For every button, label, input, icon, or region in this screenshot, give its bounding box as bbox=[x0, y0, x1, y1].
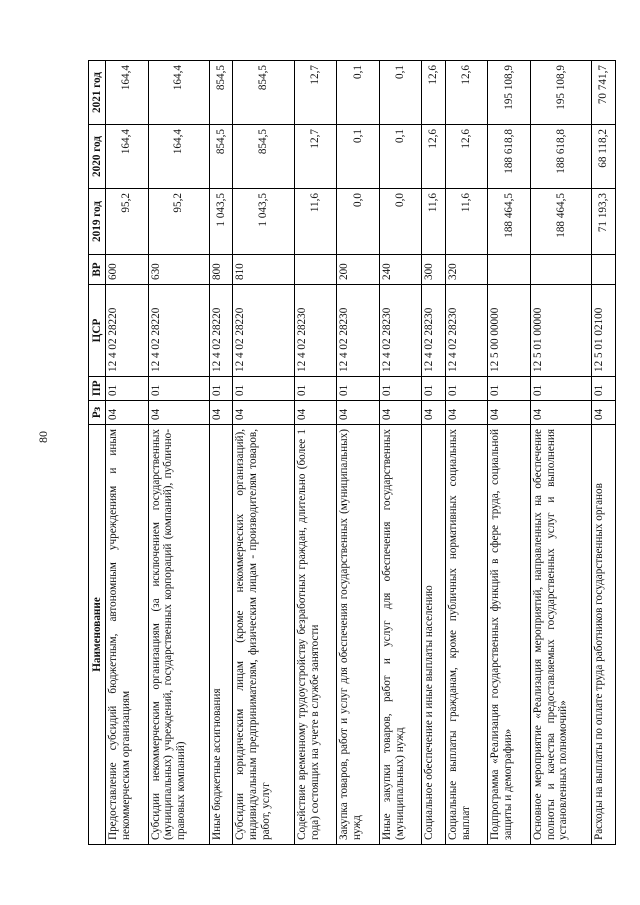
cell-csr: 12 4 02 28220 bbox=[148, 285, 209, 377]
cell-name: Содействие временному трудоустройству безработных граждан, длительно (более 1 года) состоящих на учете в службе занятости bbox=[294, 425, 337, 845]
table-row bbox=[148, 61, 209, 845]
cell-2021: 12,6 bbox=[445, 61, 488, 125]
cell-vr: 320 bbox=[445, 255, 488, 285]
budget-table bbox=[88, 60, 616, 845]
cell-2019: 188 464,5 bbox=[530, 189, 591, 255]
cell-rz: 04 bbox=[209, 401, 233, 425]
cell-2019: 71 193,3 bbox=[592, 189, 616, 255]
cell-2021: 164,4 bbox=[106, 61, 149, 125]
cell-pr: 01 bbox=[530, 377, 591, 401]
header-2019: 2019 год bbox=[89, 189, 106, 255]
cell-name: Предоставление субсидий бюджетным, автономным учреждениям и иным некоммерческим организациям bbox=[106, 425, 149, 845]
cell-2019: 1 043,5 bbox=[233, 189, 294, 255]
table-row bbox=[209, 61, 233, 845]
cell-pr: 01 bbox=[337, 377, 380, 401]
cell-2019: 11,6 bbox=[445, 189, 488, 255]
cell-csr: 12 5 00 00000 bbox=[488, 285, 531, 377]
cell-rz: 04 bbox=[148, 401, 209, 425]
cell-name: Иные бюджетные ассигнования bbox=[209, 425, 233, 845]
cell-2019: 188 464,5 bbox=[488, 189, 531, 255]
cell-2021: 12,7 bbox=[294, 61, 337, 125]
cell-rz: 04 bbox=[488, 401, 531, 425]
table-row bbox=[379, 61, 422, 845]
cell-rz: 04 bbox=[233, 401, 294, 425]
header-vr: ВР bbox=[89, 255, 106, 285]
cell-csr: 12 4 02 28230 bbox=[445, 285, 488, 377]
cell-2021: 70 741,7 bbox=[592, 61, 616, 125]
table-row bbox=[445, 61, 488, 845]
cell-2021: 854,5 bbox=[233, 61, 294, 125]
cell-pr: 01 bbox=[233, 377, 294, 401]
cell-vr: 200 bbox=[337, 255, 380, 285]
table-row bbox=[294, 61, 337, 845]
cell-2021: 164,4 bbox=[148, 61, 209, 125]
cell-name: Социальные выплаты гражданам, кроме публичных нормативных социальных выплат bbox=[445, 425, 488, 845]
header-name: Наименование bbox=[89, 425, 106, 845]
cell-pr: 01 bbox=[209, 377, 233, 401]
cell-name: Расходы на выплаты по оплате труда работников государственных органов bbox=[592, 425, 616, 845]
header-pr: ПР bbox=[89, 377, 106, 401]
table-row bbox=[106, 61, 149, 845]
cell-2021: 195 108,9 bbox=[488, 61, 531, 125]
cell-csr: 12 4 02 28220 bbox=[233, 285, 294, 377]
header-csr: ЦСР bbox=[89, 285, 106, 377]
cell-csr: 12 4 02 28230 bbox=[422, 285, 446, 377]
header-2021: 2021 год bbox=[89, 61, 106, 125]
cell-2019: 95,2 bbox=[148, 189, 209, 255]
cell-rz: 04 bbox=[422, 401, 446, 425]
cell-vr bbox=[488, 255, 531, 285]
cell-rz: 04 bbox=[379, 401, 422, 425]
cell-csr: 12 4 02 28230 bbox=[294, 285, 337, 377]
cell-2019: 95,2 bbox=[106, 189, 149, 255]
cell-name: Социальное обеспечение и иные выплаты населению bbox=[422, 425, 446, 845]
cell-2019: 11,6 bbox=[422, 189, 446, 255]
cell-rz: 04 bbox=[592, 401, 616, 425]
cell-2020: 68 118,2 bbox=[592, 125, 616, 189]
table-row bbox=[592, 61, 616, 845]
cell-2021: 12,6 bbox=[422, 61, 446, 125]
cell-2019: 1 043,5 bbox=[209, 189, 233, 255]
cell-pr: 01 bbox=[445, 377, 488, 401]
table-row bbox=[337, 61, 380, 845]
cell-vr: 300 bbox=[422, 255, 446, 285]
cell-2020: 854,5 bbox=[209, 125, 233, 189]
cell-csr: 12 4 02 28220 bbox=[209, 285, 233, 377]
cell-csr: 12 4 02 28220 bbox=[106, 285, 149, 377]
cell-2021: 0,1 bbox=[379, 61, 422, 125]
cell-pr: 01 bbox=[106, 377, 149, 401]
cell-pr: 01 bbox=[294, 377, 337, 401]
cell-vr bbox=[592, 255, 616, 285]
cell-2020: 854,5 bbox=[233, 125, 294, 189]
cell-rz: 04 bbox=[106, 401, 149, 425]
rotated-table-container bbox=[88, 61, 616, 845]
table-row bbox=[422, 61, 446, 845]
cell-name: Субсидии юридическим лицам (кроме некоммерческих организаций), индивидуальным предпринимателям, физическим лицам - производителям товаров, работ, услуг bbox=[233, 425, 294, 845]
cell-name: Подпрограмма «Реализация государственных функций в сфере труда, социальной защиты и демографии» bbox=[488, 425, 531, 845]
cell-name: Субсидии некоммерческим организациям (за исключением государственных (муниципальных) учреждений, государственных корпораций (компаний), публично-правовых компаний) bbox=[148, 425, 209, 845]
cell-vr: 800 bbox=[209, 255, 233, 285]
cell-2021: 854,5 bbox=[209, 61, 233, 125]
cell-2020: 188 618,8 bbox=[488, 125, 531, 189]
cell-name: Основное мероприятие «Реализация мероприятий, направленных на обеспечение полноты и качества предоставляемых государственных услуг и выполнения установленных полномочий» bbox=[530, 425, 591, 845]
cell-2020: 12,7 bbox=[294, 125, 337, 189]
header-2020: 2020 год bbox=[89, 125, 106, 189]
cell-pr: 01 bbox=[422, 377, 446, 401]
cell-2021: 195 108,9 bbox=[530, 61, 591, 125]
cell-vr bbox=[530, 255, 591, 285]
cell-rz: 04 bbox=[337, 401, 380, 425]
cell-pr: 01 bbox=[379, 377, 422, 401]
cell-2020: 164,4 bbox=[148, 125, 209, 189]
table-row bbox=[488, 61, 531, 845]
cell-vr: 810 bbox=[233, 255, 294, 285]
table-row bbox=[233, 61, 294, 845]
cell-2020: 0,1 bbox=[379, 125, 422, 189]
cell-2019: 0,0 bbox=[337, 189, 380, 255]
cell-vr: 240 bbox=[379, 255, 422, 285]
header-rz: Рз bbox=[89, 401, 106, 425]
cell-rz: 04 bbox=[294, 401, 337, 425]
table-row bbox=[530, 61, 591, 845]
cell-2019: 0,0 bbox=[379, 189, 422, 255]
cell-name: Закупка товаров, работ и услуг для обеспечения государственных (муниципальных) нужд bbox=[337, 425, 380, 845]
cell-pr: 01 bbox=[148, 377, 209, 401]
cell-pr: 01 bbox=[488, 377, 531, 401]
cell-csr: 12 4 02 28230 bbox=[379, 285, 422, 377]
cell-csr: 12 5 01 00000 bbox=[530, 285, 591, 377]
cell-2021: 0,1 bbox=[337, 61, 380, 125]
cell-2020: 188 618,8 bbox=[530, 125, 591, 189]
page-number: 80 bbox=[36, 431, 50, 443]
cell-rz: 04 bbox=[445, 401, 488, 425]
cell-2020: 12,6 bbox=[445, 125, 488, 189]
cell-name: Иные закупки товаров, работ и услуг для обеспечения государственных (муниципальных) нужд bbox=[379, 425, 422, 845]
cell-2020: 12,6 bbox=[422, 125, 446, 189]
cell-2019: 11,6 bbox=[294, 189, 337, 255]
cell-2020: 0,1 bbox=[337, 125, 380, 189]
cell-vr bbox=[294, 255, 337, 285]
cell-vr: 600 bbox=[106, 255, 149, 285]
cell-rz: 04 bbox=[530, 401, 591, 425]
cell-csr: 12 5 01 02100 bbox=[592, 285, 616, 377]
cell-vr: 630 bbox=[148, 255, 209, 285]
cell-pr: 01 bbox=[592, 377, 616, 401]
cell-2020: 164,4 bbox=[106, 125, 149, 189]
table-header-row bbox=[89, 61, 106, 845]
cell-csr: 12 4 02 28230 bbox=[337, 285, 380, 377]
